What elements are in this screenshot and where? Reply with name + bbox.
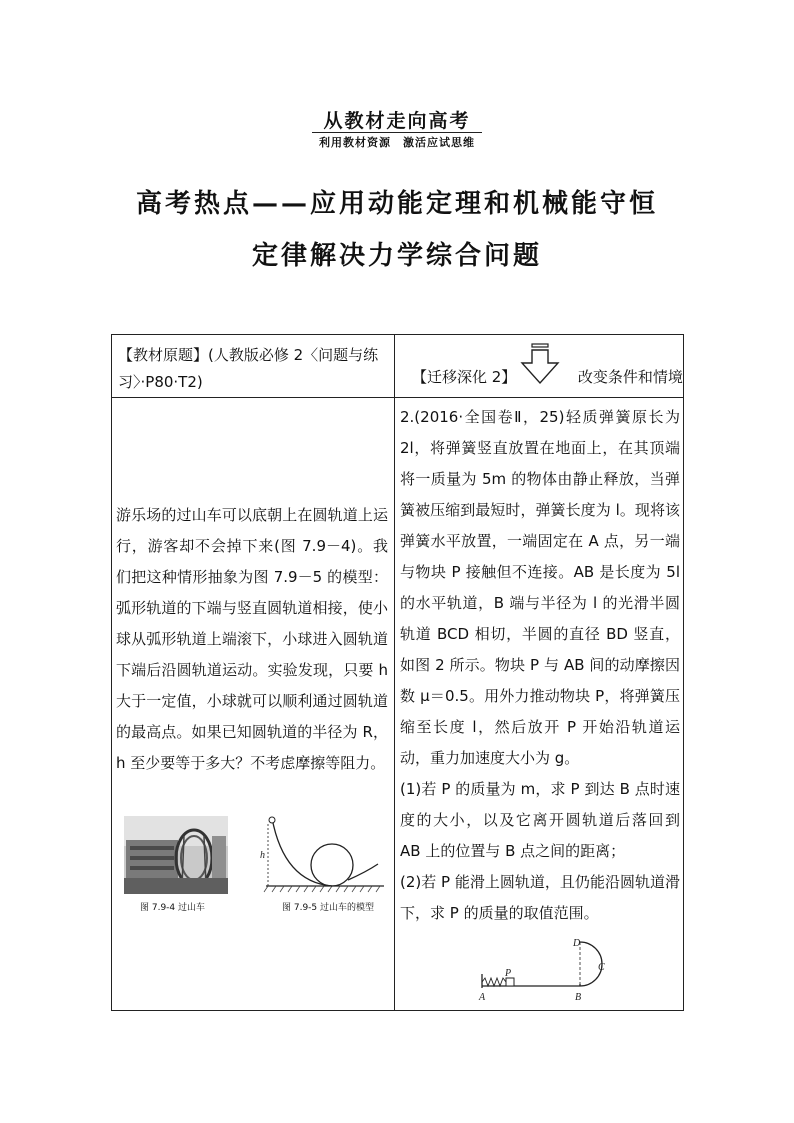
page-title-line-2: 定律解决力学综合问题 xyxy=(251,241,542,271)
point-c-label: C xyxy=(598,962,605,973)
block-p-label: P xyxy=(505,968,512,979)
model-caption: 图 7.9-5 过山车的模型 xyxy=(282,903,375,913)
extension-problem-statement: 2.(2016·全国卷Ⅱ，25)轻质弹簧原长为 2l，将弹簧竖直放置在地面上，在其顶端将一质量为 5m 的物体由静止释放，当弹簧被压缩到最短时，弹簧长度为 l。现将该弹簧水平放置，一端固定在 A 点，另一端与物块 P 接触但不连接。AB 是长度为 5l 的水平轨道，B 端与半径为 l 的光滑半圆轨道 BCD 相切，半圆的直径 BD 竖直，如图 2 所示。物块 P 与 AB 间的动摩擦因数 μ＝0.5。用外力推动物块 P，将弹簧压缩至长度 l，然后放开 P 开始沿轨道运动，重力加速度大小为 g。 xyxy=(400,408,680,767)
banner-title: 从教材走向高考 xyxy=(323,110,471,132)
banner-divider xyxy=(312,132,482,133)
question-1: (1)若 P 的质量为 m，求 P 到达 B 点时速度的大小，以及它离开圆轨道后落回到 AB 上的位置与 B 点之间的距离； xyxy=(400,780,680,860)
question-2: (2)若 P 能滑上圆轨道，且仍能沿圆轨道滑下，求 P 的质量的取值范围。 xyxy=(400,873,680,922)
extension-problem xyxy=(400,402,680,929)
point-d-label: D xyxy=(573,938,581,949)
banner-subtitle: 利用教材资源 激活应试思维 xyxy=(319,136,475,149)
textbook-problem-header: 【教材原题】(人教版必修 2〈问题与练习〉·P80·T2) xyxy=(118,346,379,391)
table-header-divider xyxy=(111,397,684,398)
photo-caption: 图 7.9-4 过山车 xyxy=(140,903,206,913)
point-a-label: A xyxy=(479,992,486,1003)
roller-coaster-photo xyxy=(124,816,228,894)
table-column-divider xyxy=(394,334,395,1011)
textbook-problem-text: 游乐场的过山车可以底朝上在圆轨道上运行，游客却不会掉下来(图 7.9－4)。我们把这种情形抽象为图 7.9－5 的模型：弧形轨道的下端与竖直圆轨道相接，使小球从弧形轨道上端滚下，小球进入圆轨道下端后沿圆轨道运动。实验发现，只要 h 大于一定值，小球就可以顺利通过圆轨道的最高点。如果已知圆轨道的半径为 R，h 至少要等于多大？不考虑摩擦等阻力。 xyxy=(116,506,388,772)
spring-track-diagram xyxy=(474,936,614,1006)
roller-coaster-model-diagram xyxy=(258,812,390,896)
extension-header-label: 【迁移深化 2】 xyxy=(412,368,517,386)
down-arrow-icon xyxy=(516,343,564,387)
point-b-label: B xyxy=(575,992,582,1003)
model-h-label: h xyxy=(260,850,265,861)
extension-header-suffix: 改变条件和情境 xyxy=(577,368,683,386)
page-title-line-1: 高考热点——应用动能定理和机械能守恒 xyxy=(135,189,658,219)
